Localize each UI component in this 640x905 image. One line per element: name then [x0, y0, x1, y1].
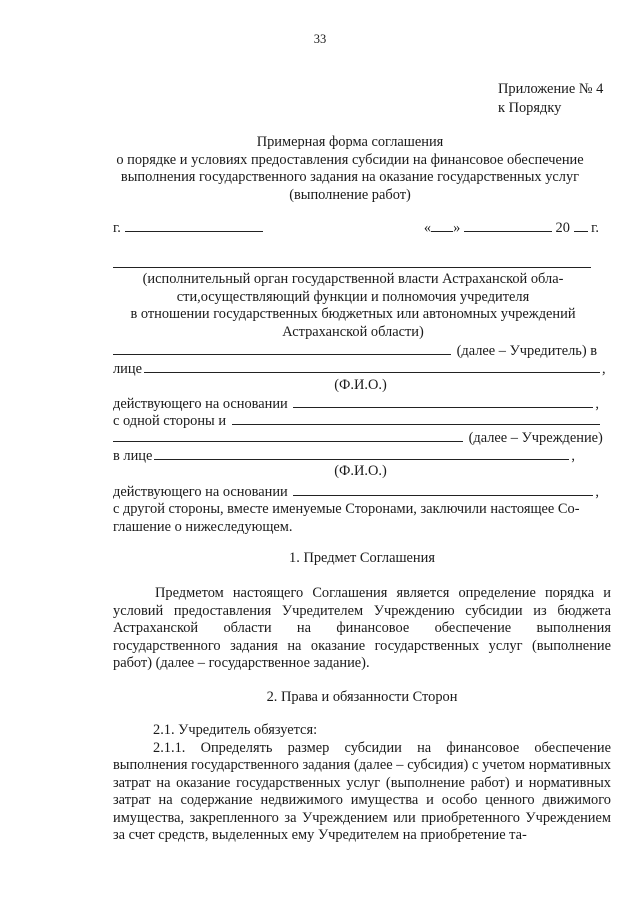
- institution-basis-line: [113, 482, 599, 501]
- place-date-line: [113, 218, 599, 238]
- appendix-reference: к Порядку: [498, 100, 562, 116]
- comma: ,: [601, 361, 606, 377]
- institution-suffix: (далее – Учреждение): [468, 430, 603, 446]
- authority-line-1: (исполнительный орган государственной власти Астраханской обла-: [142, 271, 564, 287]
- fio-caption-1: (Ф.И.О.): [334, 377, 387, 393]
- title-line-1: Примерная форма соглашения: [256, 134, 444, 150]
- clause-2-1: 2.1. Учредитель обязуется:: [153, 722, 318, 738]
- comma: ,: [571, 448, 575, 464]
- founder-person-blank: [144, 359, 600, 373]
- institution-blank: [113, 428, 463, 442]
- in-person-label: лице: [113, 361, 142, 377]
- founder-suffix: (далее – Учредитель) в: [456, 343, 598, 359]
- day-blank: [431, 218, 453, 232]
- page-number: 33: [313, 32, 327, 46]
- section-1-paragraph: Предметом настоящего Соглашения является определение порядка и условий предоставления Учредителем Учреждению субсидии из бюджета Астраханской области на финансовое обеспечение выполнения государственного задания на оказание государственных услуг (выполнение работ) (далее – государственное задание).: [113, 585, 611, 671]
- in-person-label-2: в лице: [113, 448, 153, 464]
- acting-on-basis-label-2: действующего на основании: [113, 484, 288, 500]
- founder-basis-blank: [293, 394, 593, 408]
- authority-caption: [113, 271, 593, 341]
- authority-line-4: Астраханской области): [282, 323, 424, 340]
- one-side-label: с одной стороны и: [113, 413, 227, 429]
- institution-line: [113, 428, 603, 447]
- quote-open: «: [423, 220, 432, 236]
- one-side-blank: [232, 411, 600, 425]
- closing-line-2: глашение о нижеследующем.: [113, 519, 293, 535]
- quote-close: »: [453, 220, 461, 236]
- title-line-2: о порядке и условиях предоставления субсидии на финансовое обеспечение: [116, 151, 584, 168]
- year-blank: [574, 218, 588, 232]
- clause-2-1-1: 2.1.1. Определять размер субсидии на финансовое обеспечение выполнения государственного задания (далее – субсидия) с учетом нормативных затрат на оказание государственных услуг (выполнение работ) и нормативных затрат на содержание недвижимого имущества и особо ценного движимого имущества, закрепленного за Учреждением или приобретенного Учреждением за счет средств, выделенных ему Учредителем на приобретение та-: [113, 739, 611, 843]
- authority-blank-line: [113, 267, 591, 268]
- appendix-number: Приложение № 4: [498, 81, 604, 97]
- authority-line-2: сти,осуществляющий функции и полномочия учредителя: [176, 288, 530, 305]
- acting-on-basis-label: действующего на основании: [113, 396, 288, 412]
- fio-caption-2: (Ф.И.О.): [334, 463, 387, 479]
- authority-line-3: в отношении государственных бюджетных или автономных учреждений: [130, 306, 576, 322]
- institution-person-blank: [154, 446, 569, 460]
- section-1-body: [113, 585, 611, 673]
- institution-basis-blank: [293, 482, 593, 496]
- closing-line-1: с другой стороны, вместе именуемые Сторонами, заключили настоящее Со-: [113, 501, 580, 517]
- title-line-4: (выполнение работ): [289, 186, 411, 203]
- appendix-label: [498, 80, 628, 118]
- title-line-3: выполнения государственного задания на оказание государственных услуг: [120, 169, 580, 185]
- founder-line: [113, 341, 597, 360]
- city-prefix: г.: [113, 220, 121, 236]
- date-field: [424, 218, 599, 237]
- city-field: [113, 218, 263, 237]
- year-prefix: 20: [555, 220, 570, 236]
- section-2-heading: 2. Права и обязанности Сторон: [266, 689, 458, 705]
- month-blank: [464, 218, 552, 232]
- section-1-heading: 1. Предмет Соглашения: [289, 550, 435, 566]
- founder-blank: [113, 341, 451, 355]
- section-2-body: [113, 722, 611, 845]
- comma: ,: [595, 484, 599, 500]
- comma: ,: [595, 396, 599, 412]
- document-title: [60, 134, 640, 204]
- city-blank: [125, 218, 263, 232]
- year-suffix: г.: [591, 220, 599, 236]
